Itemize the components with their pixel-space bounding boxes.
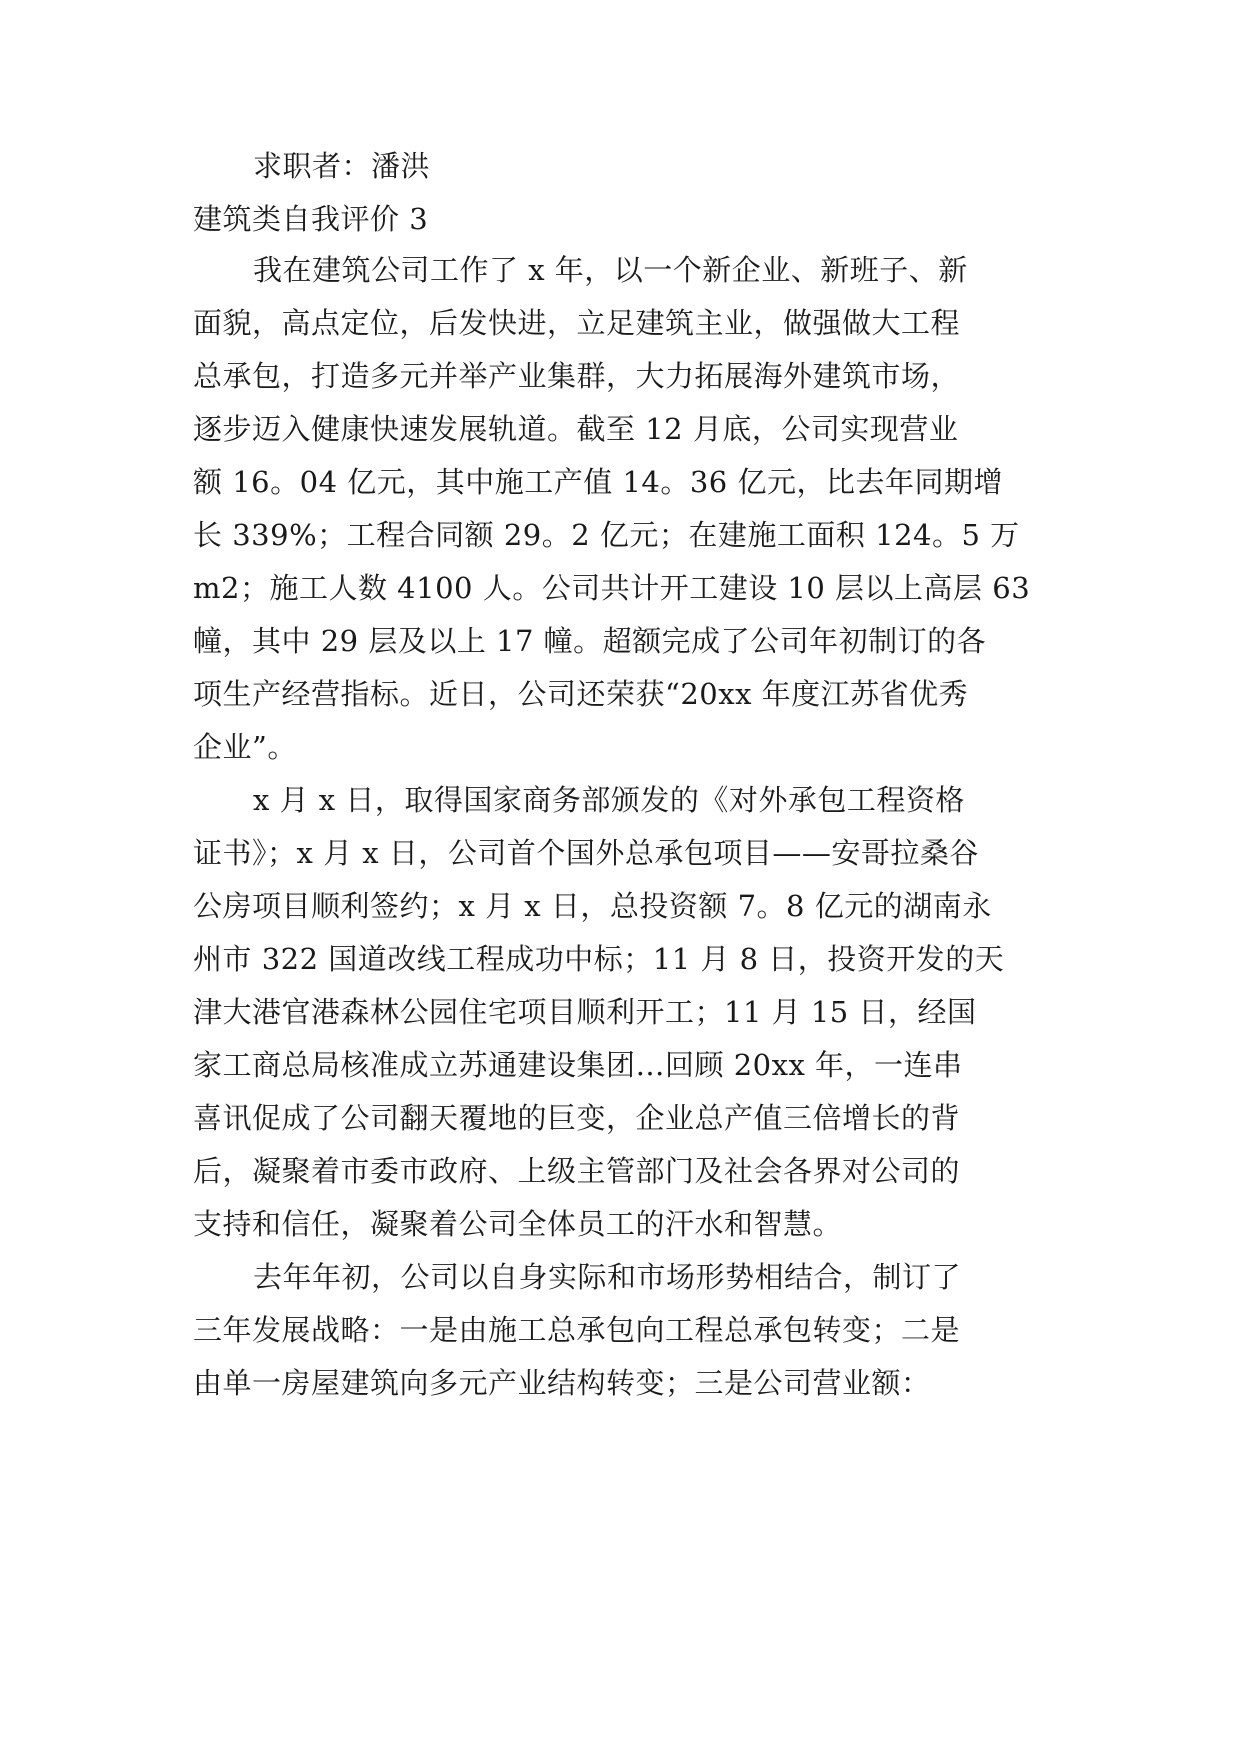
paragraph-line: 面貌，高点定位，后发快进，立足建筑主业，做强做大工程 bbox=[193, 306, 961, 340]
paragraph-line: 喜讯促成了公司翻天覆地的巨变，企业总产值三倍增长的背 bbox=[193, 1101, 961, 1135]
paragraph-line: 去年年初，公司以自身实际和市场形势相结合，制订了 bbox=[253, 1260, 962, 1294]
paragraph-line: 公房项目顺利签约；x 月 x 日，总投资额 7。8 亿元的湖南永 bbox=[193, 889, 992, 923]
paragraph-line: 家工商总局核准成立苏通建设集团…回顾 20xx 年，一连串 bbox=[193, 1048, 963, 1082]
paragraph-line: 支持和信任，凝聚着公司全体员工的汗水和智慧。 bbox=[193, 1207, 843, 1241]
paragraph-line: m2；施工人数 4100 人。公司共计开工建设 10 层以上高层 63 bbox=[193, 571, 1031, 605]
paragraph-line: 我在建筑公司工作了 x 年，以一个新企业、新班子、新 bbox=[253, 253, 968, 287]
paragraph-line: 津大港官港森林公园住宅项目顺利开工；11 月 15 日，经国 bbox=[193, 995, 977, 1029]
paragraph-line: 由单一房屋建筑向多元产业结构转变；三是公司营业额： bbox=[193, 1366, 931, 1400]
section-heading: 建筑类自我评价 3 bbox=[193, 202, 429, 236]
paragraph-line: 州市 322 国道改线工程成功中标；11 月 8 日，投资开发的天 bbox=[193, 942, 1005, 976]
paragraph-line: 企业”。 bbox=[193, 730, 297, 764]
paragraph-line: x 月 x 日，取得国家商务部颁发的《对外承包工程资格 bbox=[253, 783, 965, 817]
paragraph-line: 项生产经营指标。近日，公司还荣获“20xx 年度江苏省优秀 bbox=[193, 677, 969, 711]
paragraph-line: 幢，其中 29 层及以上 17 幢。超额完成了公司年初制订的各 bbox=[193, 624, 987, 658]
paragraph-line: 总承包，打造多元并举产业集群，大力拓展海外建筑市场， bbox=[193, 359, 961, 393]
paragraph-line: 后，凝聚着市委市政府、上级主管部门及社会各界对公司的 bbox=[193, 1154, 961, 1188]
paragraph-line: 三年发展战略：一是由施工总承包向工程总承包转变；二是 bbox=[193, 1313, 961, 1347]
paragraph-line: 长 339%；工程合同额 29。2 亿元；在建施工面积 124。5 万 bbox=[193, 518, 1020, 552]
paragraph-line: 证书》；x 月 x 日，公司首个国外总承包项目——安哥拉桑谷 bbox=[193, 836, 979, 870]
applicant-line: 求职者：潘洪 bbox=[253, 149, 431, 183]
paragraph-line: 逐步迈入健康快速发展轨道。截至 12 月底，公司实现营业 bbox=[193, 412, 959, 446]
paragraph-line: 额 16。04 亿元，其中施工产值 14。36 亿元，比去年同期增 bbox=[193, 465, 1003, 499]
